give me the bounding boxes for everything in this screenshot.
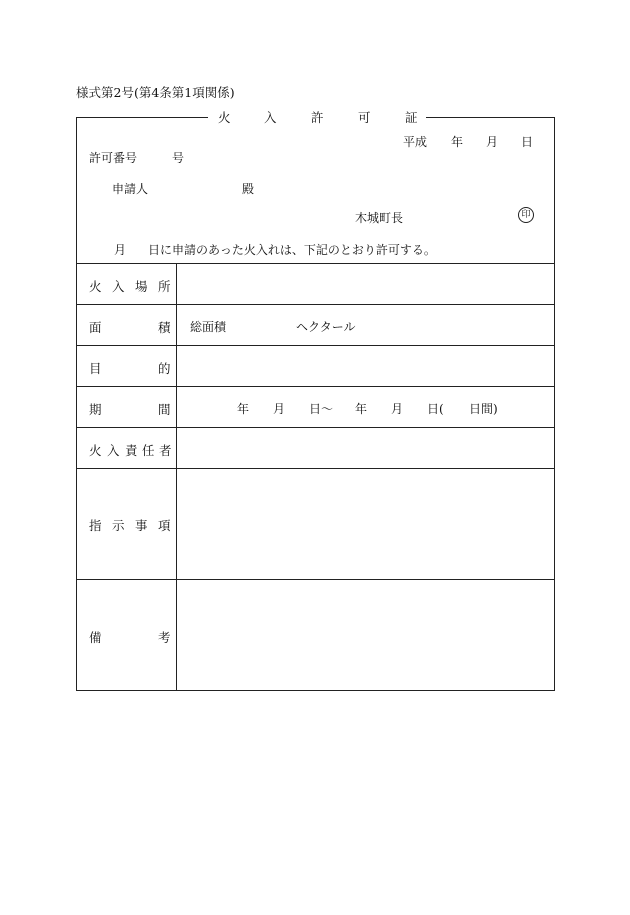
label-char: 間 [158, 402, 171, 417]
period-start-day: 日〜 [309, 402, 334, 416]
area-total-label: 総面積 [190, 320, 227, 334]
period-start-year: 年 [237, 402, 250, 416]
label-char: 事 [135, 518, 148, 533]
label-char: 火 [89, 279, 102, 294]
seal-mark: 印 [518, 207, 534, 223]
row-divider [76, 579, 555, 580]
row-divider [76, 427, 555, 428]
date-year-unit: 年 [451, 135, 464, 149]
label-char: 積 [158, 320, 171, 335]
period-end-day: 日( [427, 402, 444, 416]
title-char: 証 [405, 110, 418, 125]
permit-number-unit: 号 [172, 151, 185, 165]
title-char: 火 [218, 110, 231, 125]
applicant-label: 申請人 [112, 182, 149, 196]
label-char: 者 [159, 443, 172, 458]
label-char: 任 [142, 443, 155, 458]
permit-number-label: 許可番号 [89, 151, 138, 165]
form-caption: 様式第2号(第4条第1項関係) [76, 85, 235, 100]
document-title [208, 108, 426, 124]
label-char: 場 [135, 279, 148, 294]
period-days: 日間) [469, 402, 498, 416]
title-char: 可 [358, 110, 371, 125]
label-char: 責 [125, 443, 138, 458]
label-char: 期 [89, 402, 102, 417]
label-char: 考 [158, 630, 171, 645]
area-unit: ヘクタール [296, 320, 356, 334]
label-char: 備 [89, 630, 102, 645]
period-end-month: 月 [391, 402, 404, 416]
label-char: 指 [89, 518, 102, 533]
row-divider [76, 345, 555, 346]
period-start-month: 月 [273, 402, 286, 416]
honorific: 殿 [242, 182, 255, 196]
label-char: 示 [112, 518, 125, 533]
period-end-year: 年 [355, 402, 368, 416]
permit-statement: 日に申請のあった火入れは、下記のとおり許可する。 [148, 243, 436, 257]
row-divider [76, 263, 555, 264]
title-char: 許 [311, 110, 324, 125]
label-char: 面 [89, 320, 102, 335]
label-char: 項 [158, 518, 171, 533]
label-char: 所 [158, 279, 171, 294]
date-month-unit: 月 [486, 135, 499, 149]
label-char: 入 [112, 279, 125, 294]
label-char: 火 [89, 443, 102, 458]
column-divider [176, 263, 177, 691]
label-char: 的 [158, 361, 171, 376]
label-char: 目 [89, 361, 102, 376]
row-divider [76, 468, 555, 469]
title-char: 入 [264, 110, 277, 125]
date-day-unit: 日 [521, 135, 534, 149]
label-char: 入 [107, 443, 120, 458]
date-era: 平成 [403, 135, 428, 149]
row-divider [76, 304, 555, 305]
statement-month: 月 [114, 243, 127, 257]
issuer-name: 木城町長 [355, 211, 404, 225]
row-divider [76, 386, 555, 387]
